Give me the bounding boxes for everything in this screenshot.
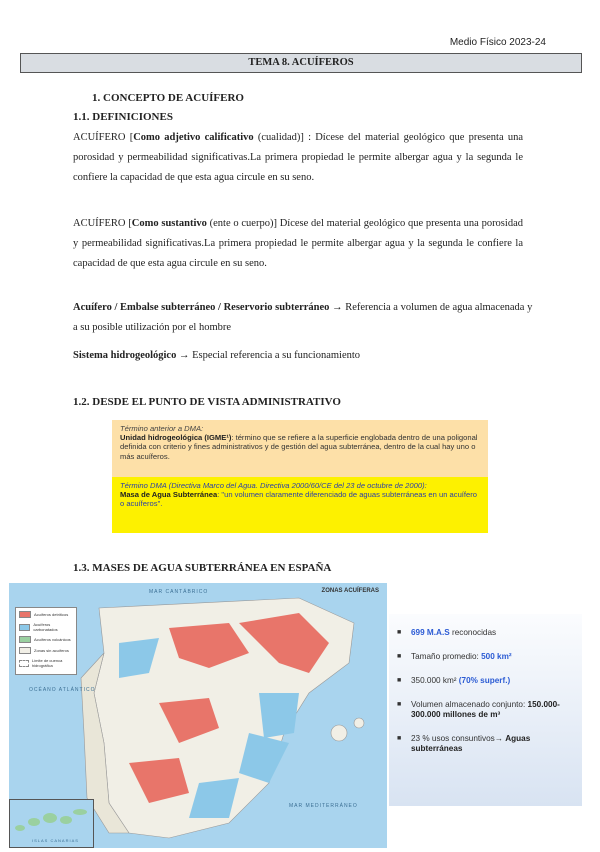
legend-basin-limit: Límite de cuenca hidrográfica — [19, 658, 73, 668]
legend-carbonate: Acuíferos carbonatados — [19, 622, 73, 632]
stat-volume: ■ Volumen almacenado conjunto: 150.000-300.000 millones de m³ — [397, 700, 560, 719]
map-title: ZONAS ACUÍFERAS — [321, 588, 379, 594]
definition-reservoir: Acuífero / Embalse subterráneo / Reservorio subterráneo → Referencia a volumen de agua almacenada y a su posible utilización por el hombre — [73, 302, 533, 333]
stats-panel — [389, 614, 582, 806]
stat-mas-count: ■ 699 M.A.S reconocidas — [397, 628, 497, 637]
stat-area: ■ 350.000 km² (70% superf.) — [397, 676, 511, 685]
legend-no-aquifer: Zonas sin acuíferos — [19, 647, 73, 654]
definition-noun: ACUÍFERO [Como sustantivo (ente o cuerpo)] Dícese del material geológico que presenta una porosidad y permeabilidad significativas.La primera propiedad le permite albergar agua y la segunda le confiere la capacidad de que esta agua circule en su seno. — [73, 218, 523, 269]
definition-adjective: ACUÍFERO [Como adjetivo calificativo (cualidad)] : Dícese del material geológico que presenta una porosidad y permeabilidad significativas.La primera propiedad le permite albergar agua y la segunda le confiere la capacidad de que esta agua circule en su seno. — [73, 132, 523, 183]
section-1-heading: 1. CONCEPTO DE ACUÍFERO — [92, 92, 244, 104]
map-legend — [15, 607, 77, 675]
label-canarias: ISLAS CANARIAS — [32, 838, 79, 843]
section-1-3-heading: 1.3. MASES DE AGUA SUBTERRÁNEA EN ESPAÑA — [73, 562, 332, 574]
section-1-2-heading: 1.2. DESDE EL PUNTO DE VISTA ADMINISTRATIVO — [73, 396, 341, 408]
stat-consumptive-use: ■ 23 % usos consuntivos→ Aguas subterráneas — [397, 734, 531, 753]
label-cantabrico: MAR CANTÁBRICO — [149, 589, 209, 595]
legend-volcanic: Acuíferos volcánicos — [19, 636, 73, 643]
definition-hydrogeological-system: Sistema hidrogeológico → Especial referencia a su funcionamiento — [73, 350, 361, 361]
course-header: Medio Físico 2023-24 — [449, 37, 546, 48]
section-1-1-heading: 1.1. DEFINICIONES — [73, 111, 173, 123]
stat-average-size: ■ Tamaño promedio: 500 km² — [397, 652, 512, 661]
label-mediterraneo: MAR MEDITERRÁNEO — [289, 803, 358, 809]
canary-inset — [9, 799, 94, 848]
legend-detritic: Acuíferos detríticos — [19, 611, 73, 618]
page-title: TEMA 8. ACUÍFEROS — [20, 53, 582, 73]
label-atlantico: OCÉANO ATLÁNTICO — [29, 687, 96, 693]
admin-box-dma: Término DMA (Directiva Marco del Agua. Directiva 2000/60/CE del 23 de octubre de 2000): Masa de Agua Subterránea: "un volumen claramente diferenciado de aguas subterráneas en un acuífero o acuíferos". — [112, 477, 488, 533]
admin-box-igme: Término anterior a DMA: Unidad hidrogeológica (IGME¹): término que se refiere a la superficie englobada dentro de una poligonal definida con criterio y fines administrativos y de gestión del agua subterránea, dentro de la cual hay uno o más acuíferos. — [112, 420, 488, 477]
